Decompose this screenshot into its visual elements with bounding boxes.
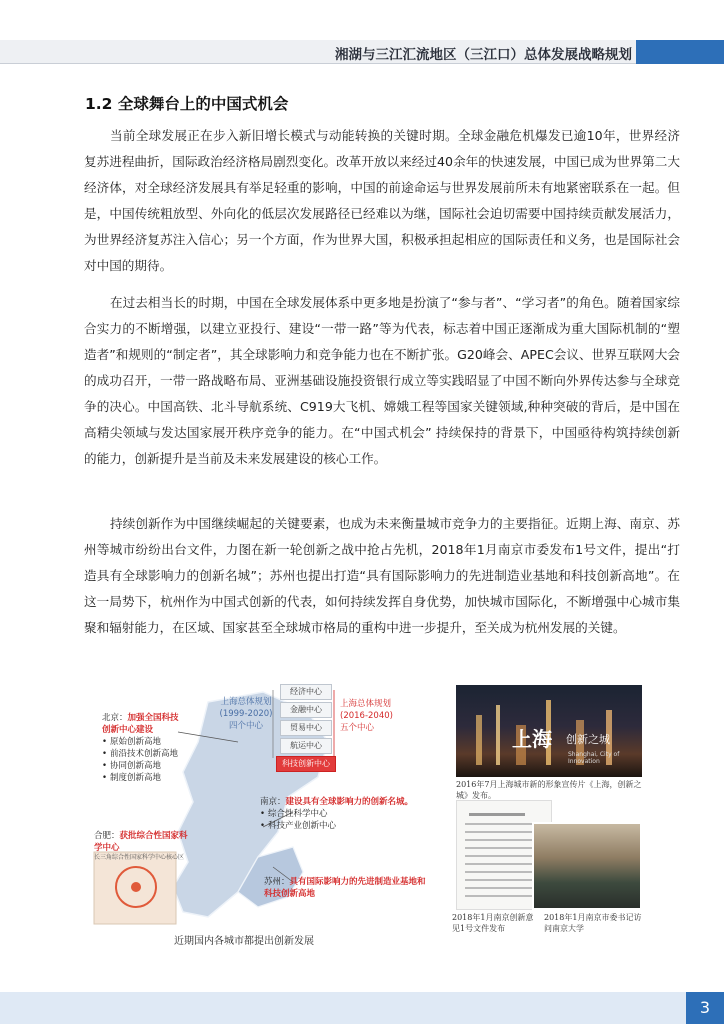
section-title: 1.2 全球舞台上的中国式机会 xyxy=(85,95,289,113)
header-title: 湘湖与三江汇流地区（三江口）总体发展战略规划 xyxy=(335,47,632,63)
beijing-list xyxy=(102,736,184,784)
document-photo-caption: 2018年1月南京创新意见1号文件发布 xyxy=(452,913,534,933)
beijing-title: 加强全国科技创新中心建设 xyxy=(102,713,179,735)
nanjing-list xyxy=(260,808,430,832)
beijing-item: • 前沿技术创新高地 xyxy=(102,748,184,760)
beijing-item: • 协同创新高地 xyxy=(102,760,184,772)
photo-subtitle: 创新之城 xyxy=(566,733,610,746)
beijing-item: • 原始创新高地 xyxy=(102,736,184,748)
stack-item: 航运中心 xyxy=(280,738,332,754)
hefei-prefix: 合肥： xyxy=(94,831,120,841)
stack-item: 经济中心 xyxy=(280,684,332,700)
suzhou-title: 具有国际影响力的先进制造业基地和科技创新高地 xyxy=(264,877,426,899)
photo-title: 上海 xyxy=(512,727,552,751)
shanghai-plan-new-title: 上海总体规划 xyxy=(340,699,392,709)
paragraph-2: 在过去相当长的时期，中国在全球发展体系中更多地是扮演了“参与者”、“学习者”的角色。随着国家综合实力的不断增强，以建立亚投行、建设“一带一路”等为代表，标志着中国正逐渐成为重大国际机制的“塑造者”和规则的“制定者”，其全球影响力和竞争能力也在不断扩张。G20峰会、APEC会议、世界互联网大会的成功召开，一带一路战略布局、亚洲基础设施投资银行成立等实践昭显了中国不断向外界传达参与全球竞争的决心。中国高铁、北斗导航系统、C919大飞机、嫦娥工程等国家关键领域,种种突破的背后，是中国在高精尖领域与发达国家展开秩序竞争的能力。在“中国式机会” 持续保持的背景下，中国亟待构筑持续创新的能力，创新提升是当前及未来发展建设的核心工作。 xyxy=(84,295,680,466)
suzhou-label xyxy=(264,876,430,900)
shanghai-plan-new-centers: 五个中心 xyxy=(340,723,375,733)
page-header xyxy=(0,40,724,68)
beijing-item: • 制度创新高地 xyxy=(102,772,184,784)
shanghai-night-photo xyxy=(456,685,642,777)
shanghai-plan-old xyxy=(216,696,276,732)
photo-top-caption: 2016年7月上海城市新的形象宣传片《上海，创新之城》发布。 xyxy=(456,780,642,800)
hefei-label xyxy=(94,830,194,862)
shanghai-plan-old-centers: 四个中心 xyxy=(228,721,263,731)
meeting-photo xyxy=(532,822,642,910)
nanjing-title: 建设具有全球影响力的创新名城。 xyxy=(285,797,414,807)
photo-english-title: Shanghai, City of Innovation xyxy=(568,751,620,765)
hefei-title: 获批综合性国家科学中心 xyxy=(94,831,188,853)
paragraph-3: 持续创新作为中国继续崛起的关键要素，也成为未来衡量城市竞争力的主要指征。近期上海、南京、苏州等城市纷纷出台文件，力图在新一轮创新之战中抢占先机，2018年1月南京市委发布1号文件，提出“打造具有全球影响力的创新名城”；苏州也提出打造“具有国际影响力的先进制造业基地和科技创新高地”。在这一局势下，杭州作为中国式创新的代表，如何持续发挥自身优势，加快城市国际化，不断增强中心城市集聚和辐射能力，在区域、国家甚至全球城市格局的重构中进一步提升，至关成为杭州发展的关键。 xyxy=(84,516,680,635)
nanjing-item: • 综合性科学中心 xyxy=(260,808,430,820)
nanjing-label xyxy=(260,796,430,832)
stack-item-highlight: 科技创新中心 xyxy=(276,756,336,772)
shanghai-plan-old-years: (1999-2020) xyxy=(219,709,273,719)
left-figure-caption: 近期国内各城市都提出创新发展 xyxy=(174,936,314,947)
beijing-prefix: 北京： xyxy=(102,713,128,723)
shanghai-plan-old-title: 上海总体规划 xyxy=(220,697,272,707)
page-number: 3 xyxy=(686,992,724,1024)
paragraph-1: 当前全球发展正在步入新旧增长模式与动能转换的关键时期。全球金融危机爆发已逾10年，世界经济复苏进程曲折，国际政治经济格局剧烈变化。改革开放以来经过40余年的快速发展，中国已成为世界第二大经济体，对全球经济发展具有举足轻重的影响，中国的前途命运与世界发展前所未有地紧密联系在一起。但是，中国传统粗放型、外向化的低层次发展路径已经难以为继，国际社会迫切需要中国持续贡献发展活力，为世界经济复苏注入信心；另一个方面，作为世界大国，积极承担起相应的国际责任和义务，也是国际社会对中国的期待。 xyxy=(84,128,680,273)
beijing-label xyxy=(102,712,184,784)
header-accent-block xyxy=(636,40,724,64)
hefei-inset-dot xyxy=(131,882,141,892)
shanghai-plan-new xyxy=(340,698,420,734)
meeting-photo-caption: 2018年1月南京市委书记访问南京大学 xyxy=(544,913,642,933)
nanjing-item: • 科技产业创新中心 xyxy=(260,820,430,832)
footer-bar xyxy=(0,992,686,1024)
suzhou-prefix: 苏州： xyxy=(264,877,290,887)
stack-item: 贸易中心 xyxy=(280,720,332,736)
city-innovation-figure xyxy=(88,682,430,950)
stack-item: 金融中心 xyxy=(280,702,332,718)
hefei-subtitle: 长三角综合性国家科学中心核心区 xyxy=(94,854,185,861)
nanjing-prefix: 南京： xyxy=(260,797,286,807)
shanghai-plan-new-years: (2016-2040) xyxy=(340,711,393,721)
